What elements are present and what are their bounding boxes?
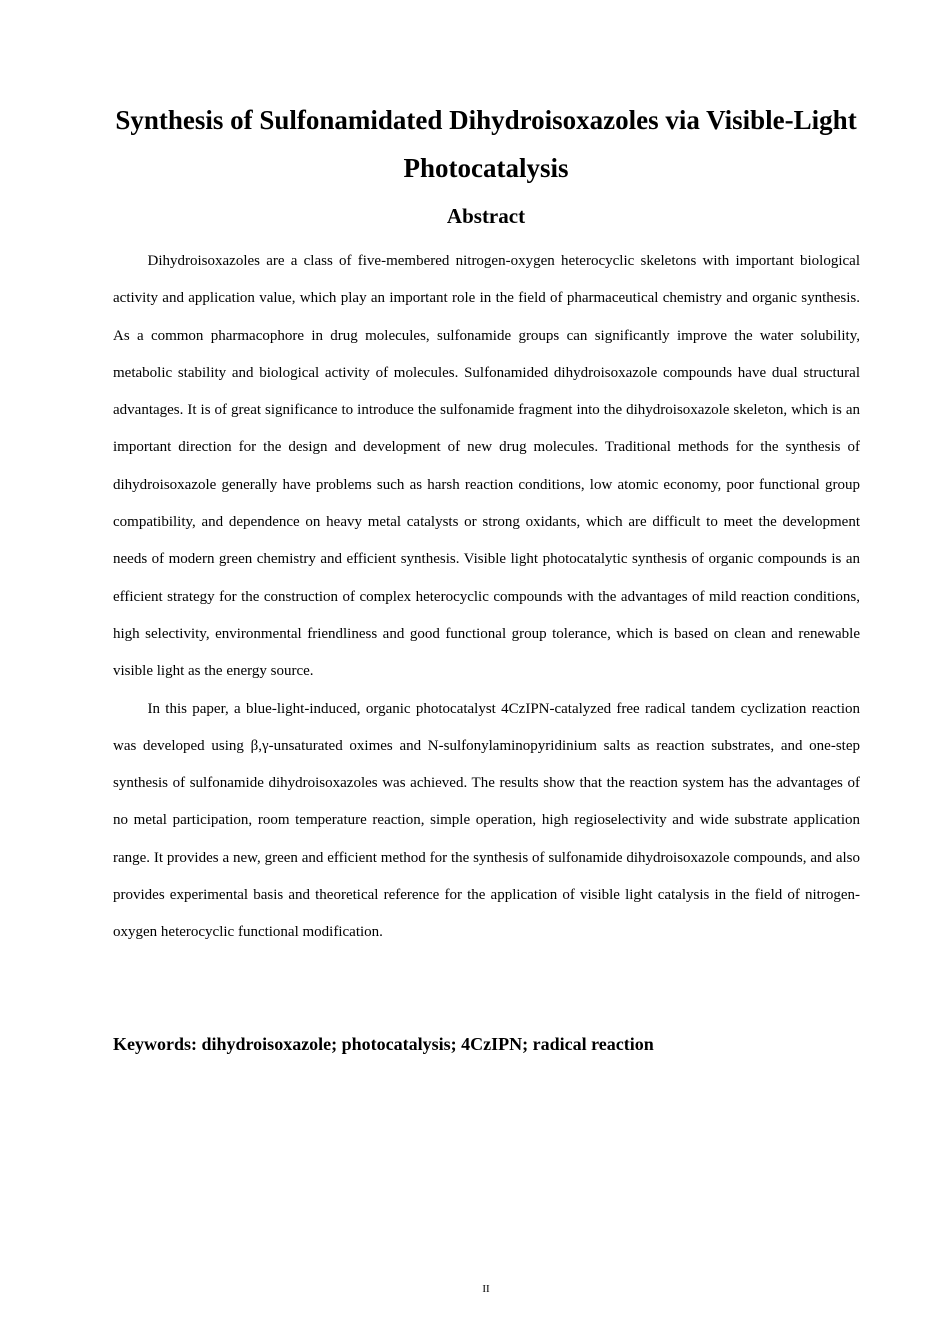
keywords-line: Keywords: dihydroisoxazole; photocatalysis; 4CzIPN; radical reaction	[113, 1034, 654, 1054]
page-number: II	[482, 1283, 490, 1295]
abstract-heading: Abstract	[446, 204, 526, 228]
abstract-body	[113, 243, 860, 952]
document-title: Synthesis of Sulfonamidated Dihydroisoxazoles via Visible-Light Photocatalysis	[115, 105, 857, 183]
abstract-paragraph-2: In this paper, a blue-light-induced, organic photocatalyst 4CzIPN-catalyzed free radical tandem cyclization reaction was developed using β,γ-unsaturated oximes and N-sulfonylaminopyridinium salts as reaction substrates, and one-step synthesis of sulfonamide dihydroisoxazoles was achieved. The results show that the reaction system has the advantages of no metal participation, room temperature reaction, simple operation, high regioselectivity and wide substrate application range. It provides a new, green and efficient method for the synthesis of sulfonamide dihydroisoxazole compounds, and also provides experimental basis and theoretical reference for the application of visible light catalysis in the field of nitrogen-oxygen heterocyclic functional modification.	[113, 700, 860, 941]
abstract-paragraph-1: Dihydroisoxazoles are a class of five-membered nitrogen-oxygen heterocyclic skeletons with important biological activity and application value, which play an important role in the field of pharmaceutical chemistry and organic synthesis. As a common pharmacophore in drug molecules, sulfonamide groups can significantly improve the water solubility, metabolic stability and biological activity of molecules. Sulfonamided dihydroisoxazole compounds have dual structural advantages. It is of great significance to introduce the sulfonamide fragment into the dihydroisoxazole skeleton, which is an important direction for the design and development of new drug molecules. Traditional methods for the synthesis of dihydroisoxazole generally have problems such as harsh reaction conditions, low atomic economy, poor functional group compatibility, and dependence on heavy metal catalysts or strong oxidants, which are difficult to meet the development needs of modern green chemistry and efficient synthesis. Visible light photocatalytic synthesis of organic compounds is an efficient strategy for the construction of complex heterocyclic compounds with the advantages of mild reaction conditions, high selectivity, environmental friendliness and good functional group tolerance, which is based on clean and renewable visible light as the energy source.	[113, 253, 860, 680]
